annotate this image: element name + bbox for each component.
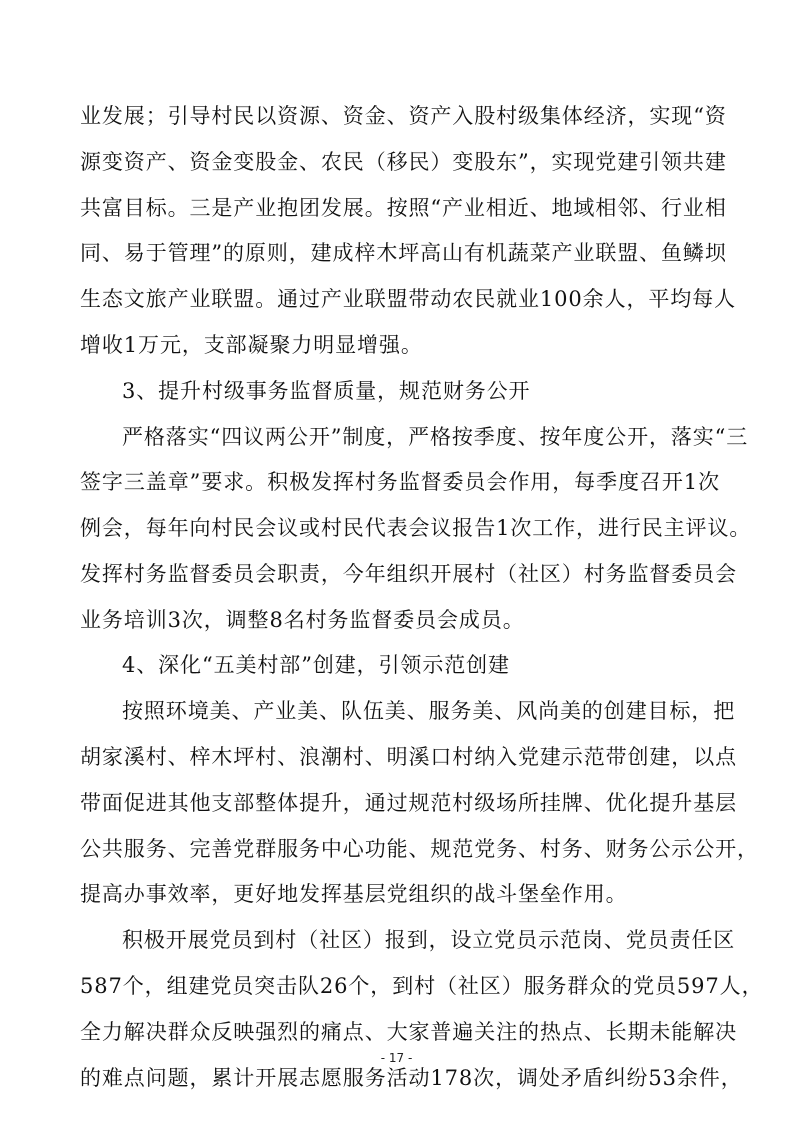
text-line: 业发展；引导村民以资源、资金、资产入股村级集体经济，实现“资 <box>80 104 727 128</box>
text-line: 生态文旅产业联盟。通过产业联盟带动农民就业100余人，平均每人 <box>80 287 736 311</box>
text-line: 增收1万元，支部凝聚力明显增强。 <box>80 333 423 357</box>
text-line: 按照环境美、产业美、队伍美、服务美、风尚美的创建目标，把 <box>122 699 736 723</box>
text-line: 587个，组建党员突击队26个，到村（社区）服务群众的党员597人， <box>80 974 764 998</box>
text-line: 同、易于管理”的原则，建成梓木坪高山有机蔬菜产业联盟、鱼鳞坝 <box>80 241 727 265</box>
text-line: 带面促进其他支部整体提升，通过规范村级场所挂牌、优化提升基层 <box>80 791 737 815</box>
text-line: 发挥村务监督委员会职责，今年组织开展村（社区）村务监督委员会 <box>80 562 737 586</box>
text-line: 公共服务、完善党群服务中心功能、规范党务、村务、财务公示公开， <box>80 837 759 861</box>
text-line: 业务培训3次，调整8名村务监督委员会成员。 <box>80 608 525 632</box>
section-heading: 3、提升村级事务监督质量，规范财务公开 <box>122 379 531 403</box>
text-line: 共富目标。三是产业抱团发展。按照“产业相近、地域相邻、行业相 <box>80 196 727 220</box>
section-heading: 4、深化“五美村部”创建，引领示范创建 <box>122 653 510 677</box>
text-line: 严格落实“四议两公开”制度，严格按季度、按年度公开，落实“三 <box>122 425 749 449</box>
text-line: 的难点问题，累计开展志愿服务活动178次，调处矛盾纠纷53余件， <box>80 1066 743 1090</box>
text-line: 例会，每年向村民会议或村民代表会议报告1次工作，进行民主评议。 <box>80 516 752 540</box>
text-line: 源变资产、资金变股金、农民（移民）变股东”，实现党建引领共建 <box>80 150 727 174</box>
text-line: 签字三盖章”要求。积极发挥村务监督委员会作用，每季度召开1次 <box>80 470 720 494</box>
text-line: 全力解决群众反映强烈的痛点、大家普遍关注的热点、长期未能解决 <box>80 1020 737 1044</box>
text-line: 胡家溪村、梓木坪村、浪潮村、明溪口村纳入党建示范带创建，以点 <box>80 745 737 769</box>
page-number: - 17 - <box>380 1051 413 1065</box>
text-line: 提高办事效率，更好地发挥基层党组织的战斗堡垒作用。 <box>80 882 628 906</box>
text-line: 积极开展党员到村（社区）报到，设立党员示范岗、党员责任区 <box>122 928 736 952</box>
